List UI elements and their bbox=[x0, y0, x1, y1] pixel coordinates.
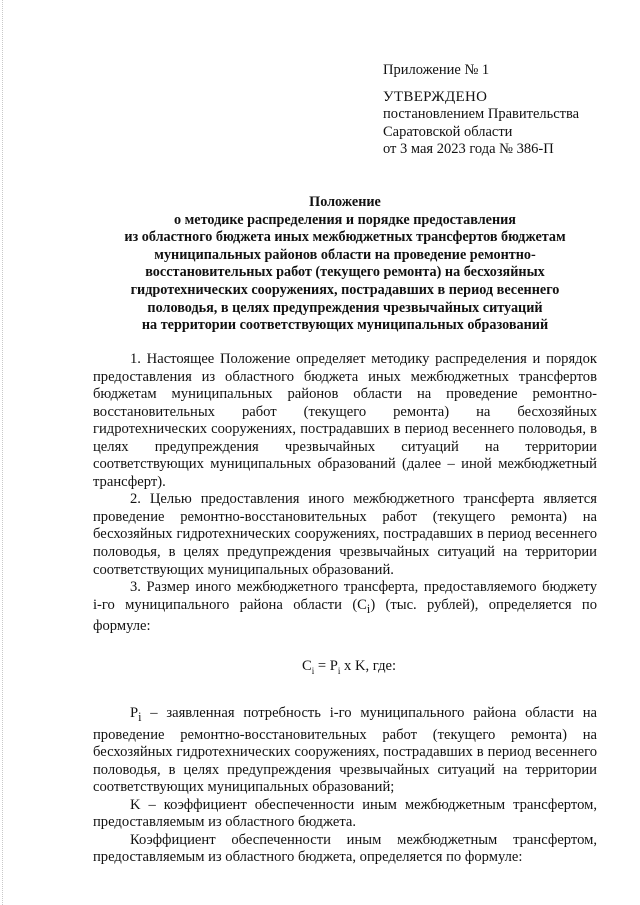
paragraph-3-subscript: i bbox=[366, 601, 371, 616]
formula-rest: x K, где: bbox=[340, 657, 397, 674]
approval-line-2: Саратовской области bbox=[383, 123, 513, 140]
paragraph-k-definition: K – коэффициент обеспеченности иным межбюджетным трансфертом, предоставляемым из областного бюджета. bbox=[93, 796, 597, 831]
document-title bbox=[92, 194, 598, 335]
approval-line-3: от 3 мая 2023 года № 386-П bbox=[383, 141, 554, 158]
paragraph-6: Коэффициент обеспеченности иным межбюджетным трансфертом, предоставляемым из областного бюджета, определяется по формуле: bbox=[93, 831, 597, 866]
approval-block bbox=[383, 62, 633, 159]
pi-subscript: i bbox=[138, 710, 142, 725]
scan-edge-marks bbox=[2, 0, 6, 905]
formula-p-subscript: i bbox=[337, 665, 341, 676]
appendix-number: Приложение № 1 bbox=[383, 62, 490, 78]
title-line: Положение bbox=[309, 194, 381, 210]
paragraph-3-text-a: 3. Размер иного межбюджетного трансферта, предоставляемого бюджету i-го муниципального района области (C bbox=[93, 579, 597, 613]
pi-symbol: P bbox=[130, 705, 139, 722]
paragraph-pi-definition bbox=[93, 705, 597, 797]
approval-line-1: постановлением Правительства bbox=[383, 106, 580, 123]
formula-c-subscript: i bbox=[311, 665, 315, 676]
paragraph-3-text-b: ) (тыс. рублей), определяется по формуле: bbox=[93, 596, 597, 635]
document-body bbox=[93, 351, 597, 867]
paragraph-2: 2. Целью предоставления иного межбюджетного трансферта является проведение ремонтно-восстановительных работ (текущего ремонта) на бесхозяйных гидротехнических сооружениях, пострадавших в период весеннего половодья, в целях предупреждения чрезвычайных ситуаций на территории соответствующих муниципальных образований. bbox=[93, 491, 597, 578]
title-line: на территории соответствующих муниципальных образований bbox=[141, 317, 549, 334]
formula-ci bbox=[93, 658, 597, 680]
approved-stamp-text: УТВЕРЖДЕНО bbox=[383, 88, 488, 105]
title-line: о методике распределения и порядке предоставления bbox=[174, 211, 516, 228]
formula-c: C bbox=[301, 657, 312, 674]
title-line: гидротехнических сооружениях, пострадавших в период весеннего bbox=[130, 281, 560, 298]
title-line: муниципальных районов области на проведение ремонтно- bbox=[154, 246, 536, 263]
formula-eq: = P bbox=[314, 657, 338, 674]
pi-definition-text: – заявленная потребность i-го муниципального района области на проведение ремонтно-восстановительных работ (текущего ремонта) на бесхозяйных гидротехнических сооружениях, пострадавших в период весеннего половодья, в целях предупреждения чрезвычайных ситуаций на территории соответствующих муниципальных образований; bbox=[93, 705, 597, 796]
paragraph-1: 1. Настоящее Положение определяет методику распределения и порядок предоставления из областного бюджета иных межбюджетных трансфертов бюджетам муниципальных районов области на проведение ремонтно-восстановительных работ (текущего ремонта) на бесхозяйных гидротехнических сооружениях, пострадавших в период весеннего половодья, в целях предупреждения чрезвычайных ситуаций на территории соответствующих муниципальных образований (далее – иной межбюджетный трансферт). bbox=[93, 351, 597, 490]
title-line: восстановительных работ (текущего ремонта) на бесхозяйных bbox=[145, 264, 545, 281]
title-line: половодья, в целях предупреждения чрезвычайных ситуаций bbox=[147, 299, 543, 316]
paragraph-3 bbox=[93, 579, 597, 636]
title-line: из областного бюджета иных межбюджетных трансфертов бюджетам bbox=[124, 229, 566, 246]
